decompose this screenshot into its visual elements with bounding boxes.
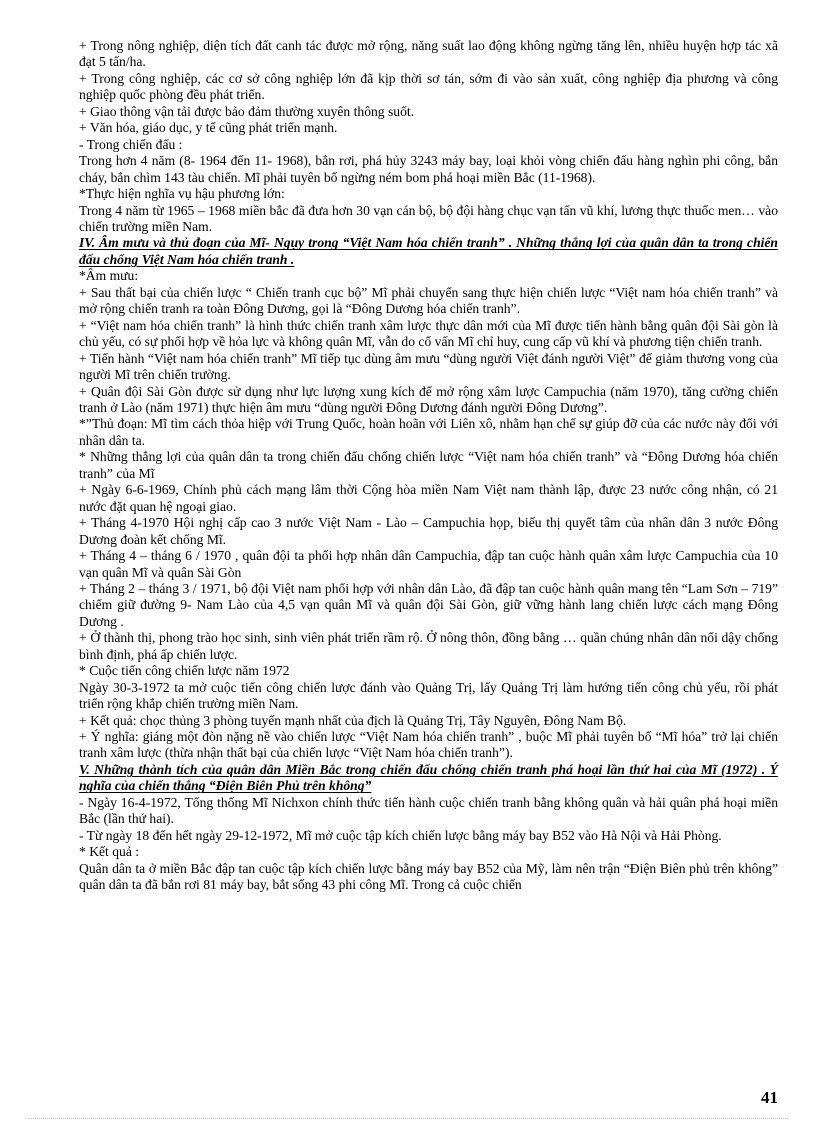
paragraph: + Tháng 4-1970 Hội nghị cấp cao 3 nước Việt Nam - Lào – Campuchia họp, biểu thị quyết tâm của nhân dân 3 nước Đông Dương đoàn kết chống Mĩ.: [79, 515, 778, 547]
paragraph: - Trong chiến đấu :: [79, 136, 183, 152]
paragraph: + Kết quả: chọc thủng 3 phòng tuyến mạnh nhất của địch là Quảng Trị, Tây Nguyên, Đông Nam Bộ.: [79, 712, 627, 728]
paragraph: *”Thủ đoạn: Mĩ tìm cách thỏa hiệp với Trung Quốc, hoàn hoãn với Liên xô, nhằm hạn chế sự giúp đỡ của các nước này đối với nhân dân ta.: [79, 416, 778, 448]
page-bottom-divider: [28, 1118, 788, 1119]
paragraph: Trong 4 năm từ 1965 – 1968 miền bắc đã đưa hơn 30 vạn cán bộ, bộ đội hàng chục vạn tấn vũ khí, lương thực thuốc men… vào chiến trường miền Nam.: [79, 202, 778, 234]
paragraph: Ngày 30-3-1972 ta mở cuộc tiến công chiến lược đánh vào Quảng Trị, lấy Quảng Trị làm hướng tiến công chủ yếu, rồi phát triển rộng khắp chiến trường miền Nam.: [79, 679, 778, 712]
paragraph: + Trong công nghiệp, các cơ sở công nghiệp lớn đã kịp thời sơ tán, sớm đi vào sản xuất, công nghiệp địa phương và công nghiệp quốc phòng đều phát triển.: [79, 70, 778, 103]
paragraph: + Sau thất bại của chiến lược “ Chiến tranh cục bộ” Mĩ phải chuyển sang thực hiện chiến lược “Việt nam hóa chiến tranh” và mở rộng chiến tranh ra toàn Đông Dương, gọi là “Đông Dương hóa chiến tranh”.: [79, 284, 778, 317]
paragraph: + Giao thông vận tải được bảo đảm thường xuyên thông suốt.: [79, 103, 415, 119]
paragraph: Trong hơn 4 năm (8- 1964 đến 11- 1968), bắn rơi, phá hủy 3243 máy bay, loại khỏi vòng chiến đấu hàng nghìn phi công, bắn cháy, bắn chìm 143 tàu chiến. Mĩ phải tuyên bố ngừng ném bom phá hoại miền Bắc (11-1968).: [79, 153, 778, 185]
paragraph: + Văn hóa, giáo dục, y tế cũng phát triển mạnh.: [79, 120, 338, 136]
paragraph: Quân dân ta ở miền Bắc đập tan cuộc tập kích chiến lược bằng máy bay B52 của Mỹ, làm nên trận “Điện Biên phủ trên không” quân dân ta đã bắn rơi 81 máy bay, bắt sống 43 phi công Mĩ. Trong cả cuộc chiến: [79, 860, 778, 893]
section-heading-v: V. Những thành tích của quân dân Miền Bắc trong chiến đấu chống chiến tranh phá hoại lần thứ hai của Mĩ (1972) . Ý nghĩa của chiến thắng “Điện Biên Phủ trên không”: [79, 761, 778, 794]
paragraph: - Ngày 16-4-1972, Tổng thống Mĩ Nichxon chính thức tiến hành cuộc chiến tranh bằng không quân và hải quân phá hoại miền Bắc (lần thứ hai).: [79, 794, 778, 827]
paragraph: + Quân đội Sài Gòn được sử dụng như lực lượng xung kích để mở rộng xâm lược Campuchia (năm 1970), tăng cường chiến tranh ở Lào (năm 1971) thực hiện âm mưu “dùng người Đông Dương đánh người Đông Dương”.: [79, 383, 778, 415]
paragraph: * Kết quả :: [79, 844, 140, 860]
paragraph: + “Việt nam hóa chiến tranh” là hình thức chiến tranh xâm lược thực dân mới của Mĩ được tiến hành bằng quân đội Sài gòn là chủ yếu, có sự phối hợp về hỏa lực và không quân Mĩ, vẫn do cố vấn Mĩ chỉ huy, cung cấp vũ khí và phương tiện chiến tranh.: [79, 317, 778, 350]
section-heading-iv: IV. Âm mưu và thủ đoạn của Mĩ- Ngụy trong “Việt Nam hóa chiến tranh” . Những thắng lợi của quân dân ta trong chiến đấu chống Việt Nam hóa chiến tranh .: [79, 235, 778, 267]
paragraph: *Thực hiện nghĩa vụ hậu phương lớn:: [79, 186, 285, 202]
page-number: 41: [761, 1088, 778, 1107]
paragraph: *Âm mưu:: [79, 268, 139, 284]
paragraph: + Ở thành thị, phong trào học sinh, sinh viên phát triển rầm rộ. Ở nông thôn, đồng bằng … quần chúng nhân dân nổi dậy chống bình định, phá ấp chiến lược.: [79, 630, 778, 662]
paragraph: + Ngày 6-6-1969, Chính phủ cách mạng lâm thời Cộng hòa miền Nam Việt nam thành lập, được 23 nước công nhận, có 21 nước đặt quan hệ ngoại giao.: [79, 482, 778, 514]
paragraph: + Tiến hành “Việt nam hóa chiến tranh” Mĩ tiếp tục dùng âm mưu “dùng người Việt đánh người Việt” để giảm thương vong của người Mĩ trên chiến trường.: [79, 350, 778, 383]
paragraph: * Những thắng lợi của quân dân ta trong chiến đấu chống chiến lược “Việt nam hóa chiến tranh” và “Đông Dương hóa chiến tranh” của Mĩ: [79, 449, 778, 481]
paragraph: - Từ ngày 18 đến hết ngày 29-12-1972, Mĩ mở cuộc tập kích chiến lược bằng máy bay B52 vào Hà Nội và Hải Phòng.: [79, 827, 722, 843]
paragraph: + Tháng 4 – tháng 6 / 1970 , quân đội ta phối hợp nhân dân Campuchia, đập tan cuộc hành quân xâm lược Campuchia của 10 vạn quân Mĩ và quân Sài Gòn: [79, 548, 778, 580]
paragraph: * Cuộc tiến công chiến lược năm 1972: [79, 663, 290, 679]
paragraph: + Tháng 2 – tháng 3 / 1971, bộ đội Việt nam phối hợp với nhân dân Lào, đã đập tan cuộc hành quân mang tên “Lam Sơn – 719” chiếm giữ đường 9- Nam Lào của 4,5 vạn quân Mĩ và quân đội Sài Gòn, giữ vững hành lang chiến lược cách mạng Đông Dương .: [79, 580, 778, 629]
paragraph: + Trong nông nghiệp, diện tích đất canh tác được mở rộng, năng suất lao động không ngừng tăng lên, nhiều huyện hợp tác xã đạt 5 tấn/ha.: [79, 38, 778, 70]
paragraph: + Ý nghĩa: giáng một đòn nặng nề vào chiến lược “Việt Nam hóa chiến tranh” , buộc Mĩ phải tuyên bố “Mĩ hóa” trở lại chiến tranh xâm lược (thừa nhận thất bại của chiến lược “Việt Nam hóa chiến tranh”).: [79, 729, 778, 761]
document-body: [79, 38, 778, 894]
